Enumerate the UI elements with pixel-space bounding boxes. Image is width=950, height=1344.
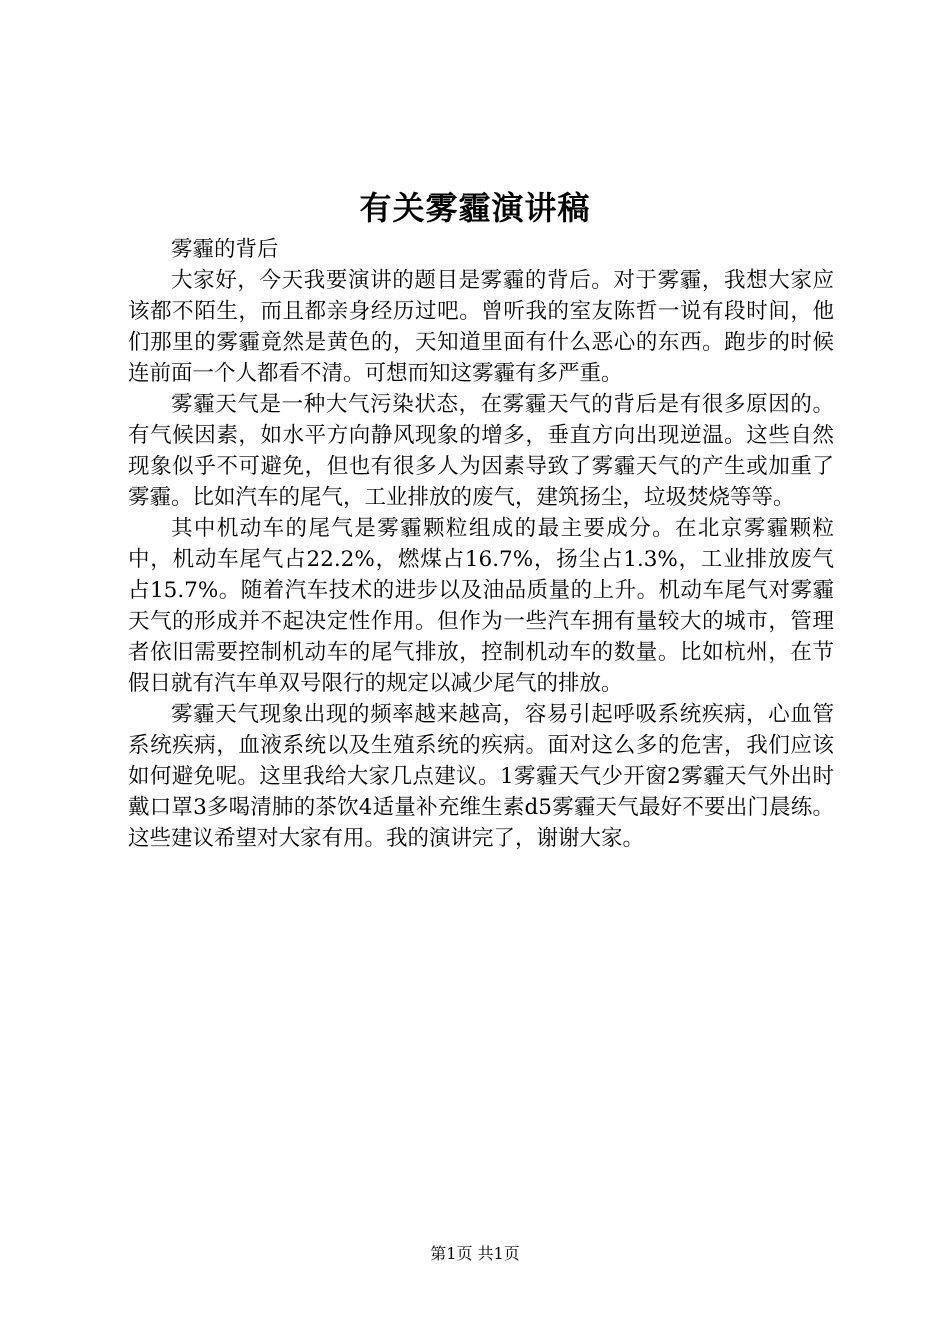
paragraph: 大家好，今天我要演讲的题目是雾霾的背后。对于雾霾，我想大家应该都不陌生，而且都亲身经历过吧。曾听我的室友陈哲一说有段时间，他们那里的雾霾竟然是黄色的，天知道里面有什么恶心的东西。跑步的时候连前面一个人都看不清。可想而知这雾霾有多严重。 [128, 268, 834, 386]
document-body [128, 234, 834, 854]
document-title: 有关雾霾演讲稿 [359, 189, 591, 227]
page-footer: 第1页 共1页 [430, 1244, 520, 1263]
paragraph: 雾霾天气是一种大气污染状态，在雾霾天气的背后是有很多原因的。有气候因素，如水平方向静风现象的增多，垂直方向出现逆温。这些自然现象似乎不可避免，但也有很多人为因素导致了雾霾天气的产生或加重了雾霾。比如汽车的尾气，工业排放的废气，建筑扬尘，垃圾焚烧等等。 [128, 392, 834, 510]
paragraph: 雾霾天气现象出现的频率越来越高，容易引起呼吸系统疾病，心血管系统疾病，血液系统以及生殖系统的疾病。面对这么多的危害，我们应该如何避免呢。这里我给大家几点建议。1雾霾天气少开窗2雾霾天气外出时戴口罩3多喝清肺的茶饮4适量补充维生素d5雾霾天气最好不要出门晨练。这些建议希望对大家有用。我的演讲完了，谢谢大家。 [128, 702, 834, 851]
paragraph-subtitle: 雾霾的背后 [171, 237, 279, 262]
paragraph: 其中机动车的尾气是雾霾颗粒组成的最主要成分。在北京雾霾颗粒中，机动车尾气占22.2%，燃煤占16.7%，扬尘占1.3%，工业排放废气占15.7%。随着汽车技术的进步以及油品质量的上升。机动车尾气对雾霾天气的形成并不起决定性作用。但作为一些汽车拥有量较大的城市，管理者依旧需要控制机动车的尾气排放，控制机动车的数量。比如杭州，在节假日就有汽车单双号限行的规定以减少尾气的排放。 [128, 516, 834, 696]
